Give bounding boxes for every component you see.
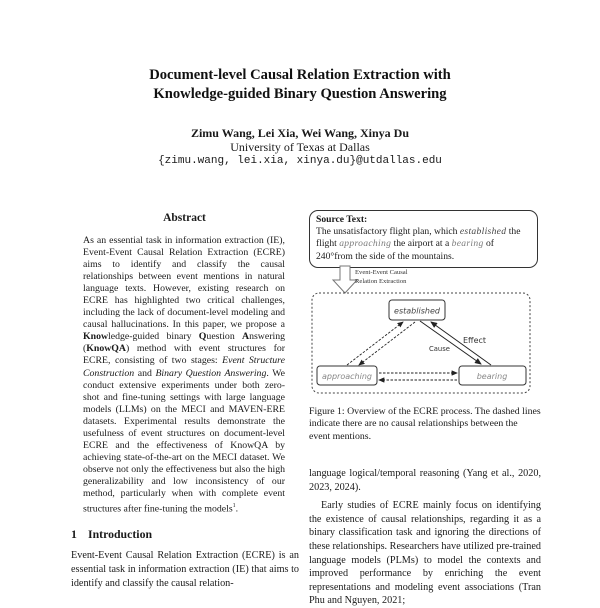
abstract-span: . — [235, 503, 239, 515]
abstract-span: uestion — [206, 331, 243, 343]
footnote-link[interactable]: 1 — [232, 503, 236, 510]
introduction-text: Event-Event Causal Relation Extraction (ECRE) is an essential task in information extraction (IE) that aims to identify and classify the causal relation- — [71, 550, 299, 589]
abstract-span: ledge-guided binary — [108, 331, 199, 343]
section-number: 1 — [71, 527, 77, 542]
abstract-italic: Binary Question Answering — [155, 367, 267, 379]
arrow-label-line: Event-Event Causal — [355, 269, 408, 276]
abstract-heading: Abstract — [163, 212, 206, 224]
abstract-bold: Q — [198, 331, 207, 343]
abstract-span: As an essential task in information extraction (IE), Event-Event Causal Relation Extraction (ECRE) aims to identify and classify the causal relationships between event mentions in natural language texts. However, existing research on ECRE has highlighted two critical challenges, including the lack of document-level modeling and causal hallucinations. In this paper, we propose a — [83, 235, 285, 331]
abstract-italic: Event Structure Construction — [83, 355, 285, 379]
event-mention-approaching: approaching — [339, 238, 392, 250]
title-line-2: Knowledge-guided Binary Question Answering — [153, 86, 447, 102]
figure-caption: Figure 1: Overview of the ECRE process. The dashed lines indicate there are no causal relationships between the event mentions. — [309, 406, 541, 442]
paragraph: language logical/temporal reasoning (Yang et al., 2020, 2023, 2024). — [309, 468, 541, 493]
abstract-span: nswering ( — [83, 331, 286, 355]
source-span: the flight — [316, 226, 521, 250]
abstract-span: . We conduct extensive experiments under both zero-shot and fine-tuning settings with large language models (LLMs) on the MECI and MAVEN-ERE datasets. Experimental results demonstrate the usefulness of event structures on document-level ECRE and the effectiveness of KnowQA by achieving state-of-the-art on the MECI dataset. We observe not only the effectiveness but also the high generalizability and low inconsistency of our method, particularly when with complete event structures after fine-tuning the models — [83, 367, 286, 515]
abstract-bold: KnowQA — [86, 343, 127, 355]
source-span: The unsatisfactory flight plan, which — [316, 226, 460, 238]
node-bearing: bearing — [476, 372, 508, 381]
paragraph: Early studies of ECRE mainly focus on identifying the existence of causal relationships, regarding it as a binary classification task and ignoring the directions of these relationships. Researchers have utilized pre-trained language models (PLMs) to model the contexts and improved performance by enriching the event representations and modeling event associations (Tran Phu and Nguyen, 2021; — [309, 500, 541, 607]
abstract-span: and — [134, 367, 156, 379]
author-emails: {zimu.wang, lei.xia, xinya.du}@utdallas.edu — [158, 155, 442, 167]
dashed-edge — [347, 322, 403, 365]
title-line-1: Document-level Causal Relation Extraction with — [149, 67, 451, 83]
affiliation: University of Texas at Dallas — [230, 140, 370, 154]
abstract-span: ) method with event structures for ECRE, consisting of two stages: — [83, 343, 285, 367]
down-arrow-icon — [333, 266, 357, 293]
arrow-label-line: Relation Extraction — [355, 278, 407, 285]
node-approaching: approaching — [322, 372, 372, 381]
source-span: of 240°from the side of the mountains. — [316, 238, 494, 262]
source-text-label: Source Text: — [316, 214, 368, 225]
abstract-bold: Know — [83, 331, 109, 343]
event-mention-established: established — [459, 226, 507, 238]
author-names: Zimu Wang, Lei Xia, Wei Wang, Xinya Du — [190, 126, 410, 140]
right-column-text — [309, 467, 541, 608]
node-established: established — [394, 306, 440, 316]
event-mention-bearing: bearing — [451, 238, 484, 250]
extraction-arrow-label — [355, 268, 408, 286]
source-span: the airport at a — [391, 238, 452, 250]
edge-label-effect: Effect — [463, 336, 487, 345]
edge-label-cause: Cause — [429, 345, 450, 353]
dashed-edge — [359, 322, 415, 365]
abstract-bold: A — [242, 331, 250, 343]
section-title: Introduction — [88, 527, 153, 542]
